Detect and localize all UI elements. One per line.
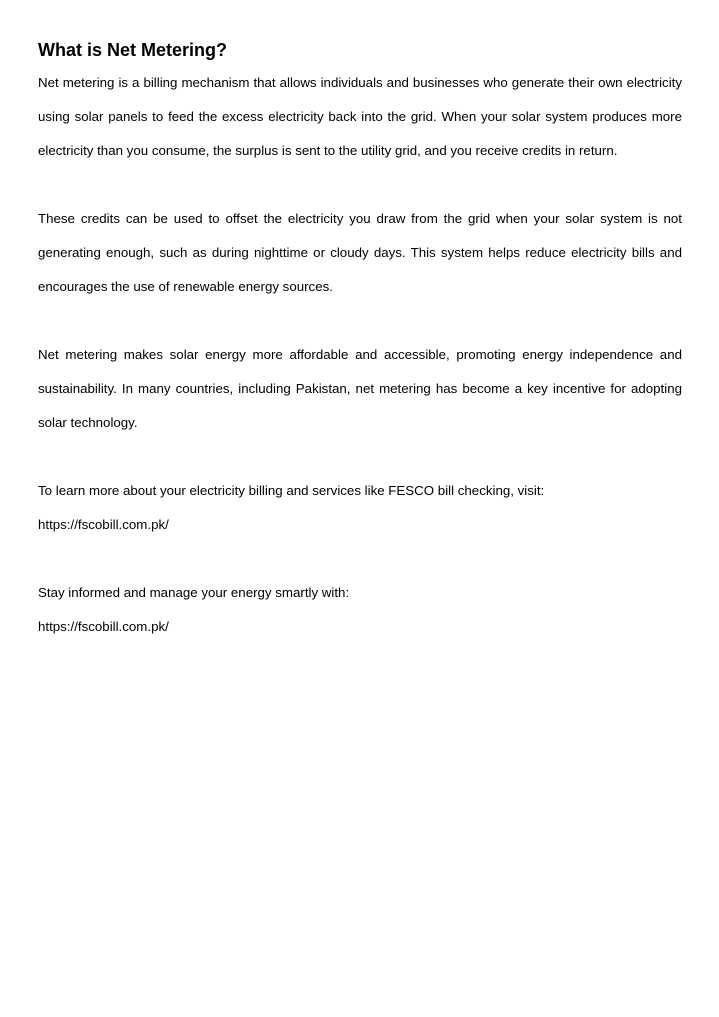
paragraph-credits-usage: These credits can be used to offset the electricity you draw from the grid when your solar system is not generating enough, such as during nighttime or cloudy days. This system helps reduce electricity bills and encourages the use of renewable energy sources. [38,211,682,294]
document-page [38,36,682,644]
closing-link-line [38,610,682,644]
paragraph-learn-more [38,474,682,542]
closing-link[interactable]: https://fscobill.com.pk/ [38,619,169,634]
paragraph-net-metering-definition: Net metering is a billing mechanism that allows individuals and businesses who generate their own electricity using solar panels to feed the excess electricity back into the grid. When your solar system produces more electricity than you consume, the surplus is sent to the utility grid, and you receive credits in return. [38,75,682,158]
paragraph-spacer [38,542,682,576]
learn-more-link[interactable]: https://fscobill.com.pk/ [38,517,169,532]
paragraph-affordability: Net metering makes solar energy more affordable and accessible, promoting energy independence and sustainability. In many countries, including Pakistan, net metering has become a key incentive for adopting solar technology. [38,347,682,430]
document-title: What is Net Metering? [38,40,228,60]
paragraph-spacer [38,440,682,474]
closing-text: Stay informed and manage your energy smartly with: [38,585,350,600]
paragraph-spacer [38,304,682,338]
learn-more-text: To learn more about your electricity billing and services like FESCO bill checking, visit: [38,483,545,498]
paragraph-spacer [38,168,682,202]
